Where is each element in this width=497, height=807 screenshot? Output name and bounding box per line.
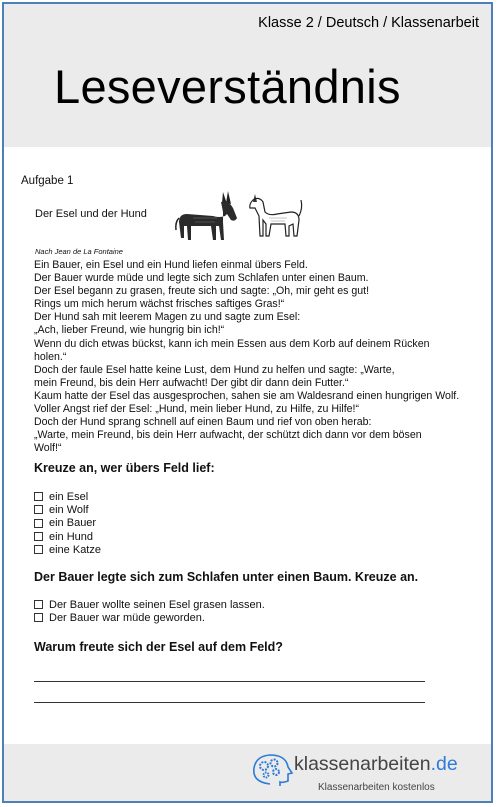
checkbox-option[interactable] [34, 598, 265, 611]
option-label: ein Wolf [49, 503, 89, 516]
logo-name: klassenarbeiten [294, 753, 431, 775]
story-line: Der Hund sah mit leerem Magen zu und sagte zum Esel: [34, 311, 301, 324]
story-text [34, 259, 474, 455]
option-label: ein Hund [49, 530, 94, 543]
footer [4, 744, 491, 801]
checkbox-option[interactable] [34, 503, 101, 516]
story-title: Der Esel und der Hund [35, 208, 147, 220]
story-line: „Ach, lieber Freund, wie hungrig bin ich!“ [34, 324, 225, 337]
option-label: ein Esel [49, 490, 89, 503]
dog-illustration [247, 190, 305, 240]
task-label: Aufgabe 1 [21, 175, 74, 187]
answer-line[interactable] [34, 681, 425, 682]
story-line: mein Freund, bis dein Herr aufwacht! Der gibt dir dann dein Futter.“ [34, 376, 349, 389]
question-1: Kreuze an, wer übers Feld lief: [34, 461, 215, 475]
story-line: Kaum hatte der Esel das ausgesprochen, sahen sie am Waldesrand einen hungrigen Wolf. [34, 389, 460, 402]
story-line: Der Bauer wurde müde und legte sich zum Schlafen unter einen Baum. [34, 272, 369, 285]
checkbox[interactable] [34, 519, 43, 528]
answer-line[interactable] [34, 702, 425, 703]
header [4, 4, 491, 147]
checkbox-option[interactable] [34, 530, 101, 543]
story-line: Rings um mich herum wächst frisches saftiges Gras!“ [34, 298, 285, 311]
attribution: Nach Jean de La Fontaine [35, 247, 123, 256]
checkbox-option[interactable] [34, 517, 101, 530]
worksheet [19, 152, 479, 742]
checkbox[interactable] [34, 532, 43, 541]
checkbox[interactable] [34, 600, 43, 609]
option-label: Der Bauer wollte seinen Esel grasen lassen. [49, 598, 265, 611]
question-1-options [34, 490, 101, 556]
story-line: Doch der faule Esel hatte keine Lust, dem Hund zu helfen und sagte: „Warte, [34, 363, 395, 376]
story-line: Wolf!“ [34, 442, 62, 455]
story-line: Voller Angst rief der Esel: „Hund, mein lieber Hund, zu Hilfe, zu Hilfe!“ [34, 403, 360, 416]
gears-head-icon [246, 751, 294, 787]
page-title: Leseverständnis [54, 60, 401, 113]
option-label: eine Katze [49, 543, 101, 556]
checkbox-option[interactable] [34, 490, 101, 503]
option-label: ein Bauer [49, 517, 97, 530]
question-2-options [34, 598, 265, 625]
logo-wordmark[interactable] [294, 753, 458, 776]
checkbox[interactable] [34, 545, 43, 554]
story-line: Doch der Hund sprang schnell auf einen Baum und rief von oben herab: [34, 416, 372, 429]
question-2: Der Bauer legte sich zum Schlafen unter einen Baum. Kreuze an. [34, 570, 419, 584]
question-3: Warum freute sich der Esel auf dem Feld? [34, 640, 283, 654]
header-meta: Klasse 2 / Deutsch / Klassenarbeit [258, 15, 479, 31]
checkbox-option[interactable] [34, 543, 101, 556]
story-line: Ein Bauer, ein Esel und ein Hund liefen einmal übers Feld. [34, 259, 308, 271]
story-line: holen.“ [34, 350, 67, 363]
checkbox-option[interactable] [34, 611, 265, 624]
logo-tld: .de [430, 753, 458, 775]
option-label: Der Bauer war müde geworden. [49, 611, 205, 624]
story-line: Der Esel begann zu grasen, freute sich und sagte: „Oh, mir geht es gut! [34, 285, 370, 298]
logo-tagline: Klassenarbeiten kostenlos [318, 782, 435, 793]
checkbox[interactable] [34, 505, 43, 514]
checkbox[interactable] [34, 613, 43, 622]
story-line: „Warte, mein Freund, bis dein Herr aufwacht, der schützt dich dann vor dem bösen [34, 429, 422, 442]
checkbox[interactable] [34, 492, 43, 501]
story-line: Wenn du dich etwas bückst, kann ich mein Essen aus dem Korb auf deinem Rücken [34, 337, 430, 350]
donkey-illustration [173, 188, 239, 244]
